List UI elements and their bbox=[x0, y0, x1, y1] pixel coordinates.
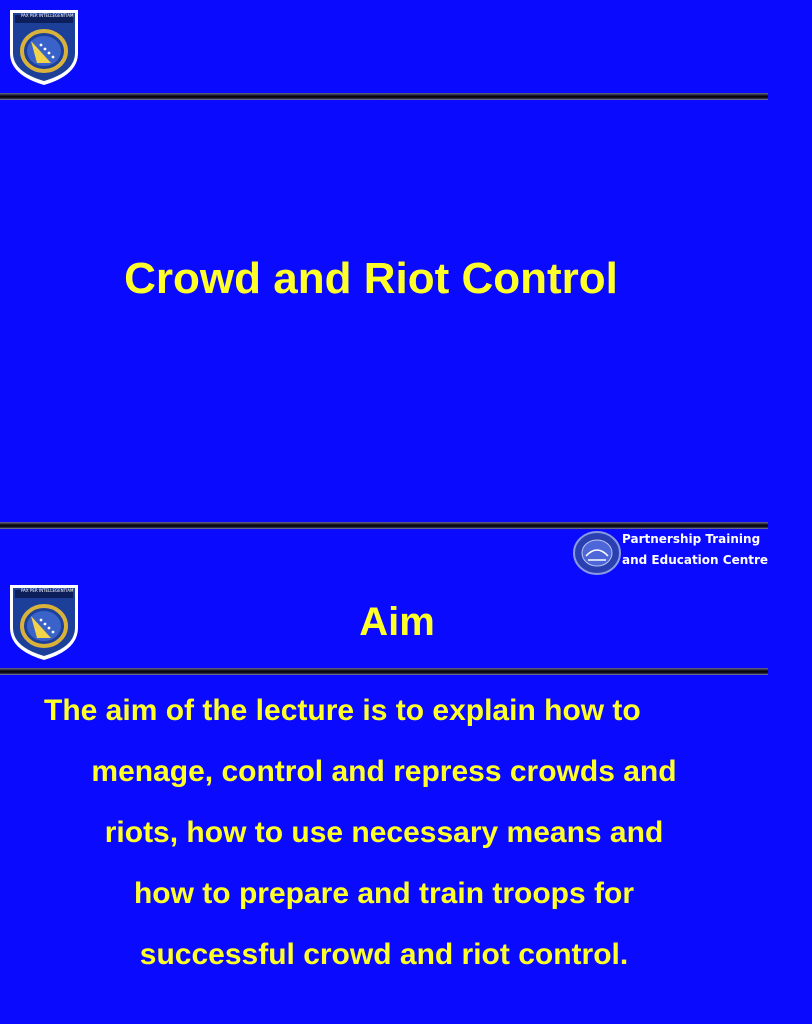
ptec-name-line1: Partnership Training bbox=[622, 532, 761, 546]
slide-title: Aim bbox=[359, 600, 435, 644]
footer-divider bbox=[0, 522, 768, 529]
body-line-3: riots, how to use necessary means and bbox=[104, 816, 664, 849]
crest-motto: PAX PER INTELLEGENTIAM bbox=[21, 13, 74, 18]
slide-title: Crowd and Riot Control bbox=[124, 254, 618, 303]
header-divider bbox=[0, 93, 768, 100]
shield-emblem-graphic bbox=[7, 7, 81, 87]
title-slide bbox=[0, 0, 768, 530]
ptec-emblem-icon bbox=[572, 530, 622, 576]
header-divider bbox=[0, 668, 768, 675]
body-line-4: how to prepare and train troops for bbox=[133, 877, 635, 910]
ptec-name-line2: and Education Centre bbox=[622, 553, 769, 567]
crest-motto: PAX PER INTELLEGENTIAM bbox=[21, 588, 74, 593]
shield-emblem-icon bbox=[7, 7, 81, 87]
body-line-2: menage, control and repress crowds and bbox=[91, 755, 677, 788]
body-line-1: The aim of the lecture is to explain how to bbox=[44, 694, 641, 727]
body-line-5: successful crowd and riot control. bbox=[139, 938, 629, 971]
